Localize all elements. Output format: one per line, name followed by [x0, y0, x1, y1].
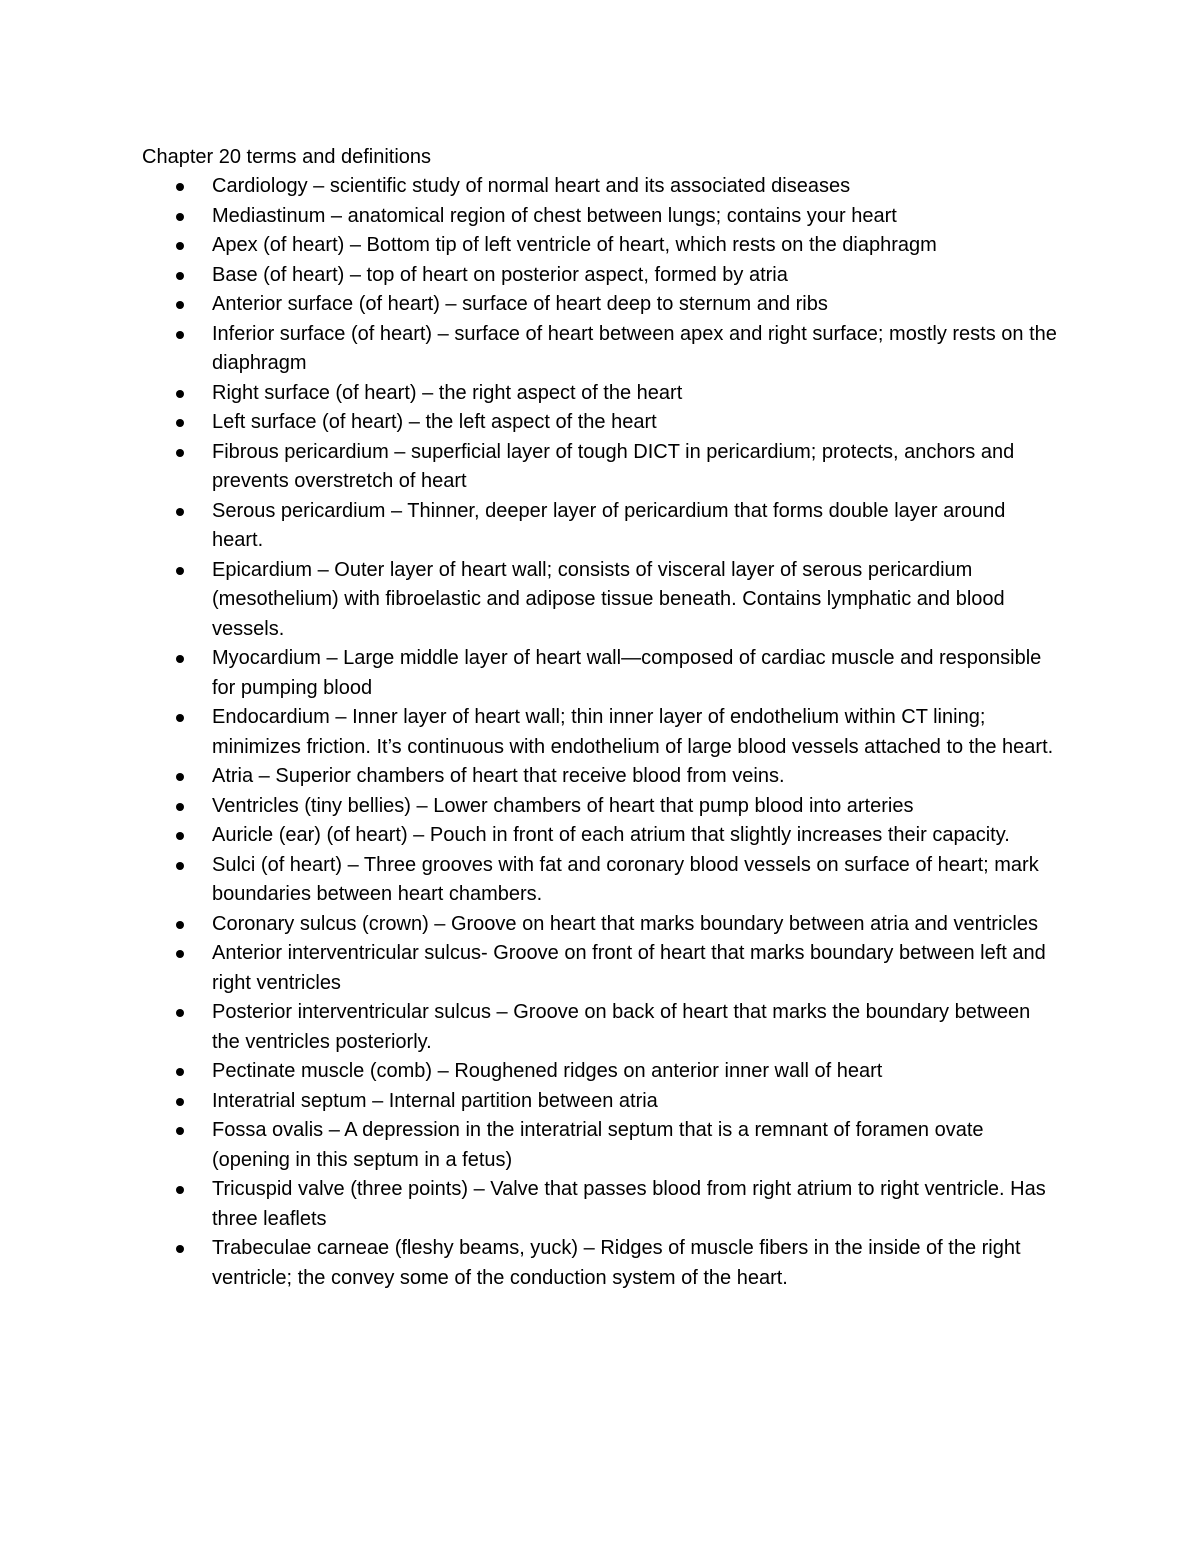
- document-title: Chapter 20 terms and definitions: [142, 146, 432, 168]
- bullet-icon: [176, 803, 184, 811]
- bullet-icon: [176, 1068, 184, 1076]
- bullet-icon: [176, 183, 184, 191]
- list-item-text: Tricuspid valve (three points) – Valve that passes blood from right atrium to right ventricle. Has three leaflets: [212, 1178, 1046, 1230]
- bullet-icon: [176, 832, 184, 840]
- list-item: [142, 851, 1062, 910]
- list-item: [142, 320, 1062, 379]
- bullet-icon: [176, 449, 184, 457]
- list-item: [142, 172, 1062, 202]
- bullet-icon: [176, 950, 184, 958]
- list-item-text: Ventricles (tiny bellies) – Lower chambers of heart that pump blood into arteries: [212, 794, 914, 817]
- list-item: [142, 703, 1062, 762]
- list-item-text: Myocardium – Large middle layer of heart wall—composed of cardiac muscle and responsible for pumping blood: [212, 647, 1042, 699]
- bullet-icon: [176, 1009, 184, 1017]
- bullet-icon: [176, 419, 184, 427]
- bullet-icon: [176, 862, 184, 870]
- bullet-icon: [176, 1245, 184, 1253]
- list-item: [142, 1234, 1062, 1293]
- list-item: [142, 1175, 1062, 1234]
- list-item-text: Anterior interventricular sulcus- Groove on front of heart that marks boundary between left and right ventricles: [212, 942, 1046, 994]
- list-item: [142, 261, 1062, 291]
- list-item-text: Serous pericardium – Thinner, deeper layer of pericardium that forms double layer around heart.: [212, 499, 1006, 551]
- bullet-icon: [176, 213, 184, 221]
- list-item-text: Sulci (of heart) – Three grooves with fat and coronary blood vessels on surface of heart; mark boundaries between heart chambers.: [212, 853, 1039, 905]
- list-item-text: Auricle (ear) (of heart) – Pouch in front of each atrium that slightly increases their capacity.: [212, 824, 1010, 846]
- bullet-icon: [176, 508, 184, 516]
- list-item: [142, 998, 1062, 1057]
- list-item: [142, 438, 1062, 497]
- bullet-icon: [176, 773, 184, 781]
- list-item-text: Anterior surface (of heart) – surface of heart deep to sternum and ribs: [212, 293, 828, 315]
- bullet-icon: [176, 242, 184, 250]
- bullet-icon: [176, 1186, 184, 1194]
- list-item-text: Epicardium – Outer layer of heart wall; consists of visceral layer of serous pericardium (mesothelium) with fibroelastic and adipose tissue beneath. Contains lymphatic and blood vessels.: [212, 558, 1005, 640]
- list-item-text: Endocardium – Inner layer of heart wall; thin inner layer of endothelium within CT lining; minimizes friction. It’s continuous with endothelium of large blood vessels attached to the heart.: [212, 706, 1054, 758]
- list-item-text: Left surface (of heart) – the left aspect of the heart: [212, 411, 657, 433]
- list-item: [142, 379, 1062, 409]
- list-item: [142, 644, 1062, 703]
- list-item: [142, 910, 1062, 940]
- list-item: [142, 1087, 1062, 1117]
- list-item: [142, 556, 1062, 645]
- bullet-icon: [176, 331, 184, 339]
- bullet-icon: [176, 1127, 184, 1135]
- list-item-text: Atria – Superior chambers of heart that receive blood from veins.: [212, 765, 785, 787]
- list-item: [142, 939, 1062, 998]
- list-item: [142, 497, 1062, 556]
- list-item-text: Mediastinum – anatomical region of chest between lungs; contains your heart: [212, 204, 897, 227]
- list-item-text: Interatrial septum – Internal partition between atria: [212, 1089, 658, 1112]
- list-item-text: Trabeculae carneae (fleshy beams, yuck) – Ridges of muscle fibers in the inside of the right ventricle; the convey some of the conduction system of the heart.: [212, 1237, 1021, 1289]
- list-item-text: Pectinate muscle (comb) – Roughened ridges on anterior inner wall of heart: [212, 1060, 883, 1082]
- list-item-text: Right surface (of heart) – the right aspect of the heart: [212, 381, 683, 404]
- bullet-icon: [176, 272, 184, 280]
- list-item: [142, 202, 1062, 232]
- list-item: [142, 408, 1062, 438]
- list-item: [142, 821, 1062, 851]
- list-item-text: Coronary sulcus (crown) – Groove on heart that marks boundary between atria and ventricles: [212, 912, 1038, 935]
- list-item: [142, 1057, 1062, 1087]
- list-item-text: Posterior interventricular sulcus – Groove on back of heart that marks the boundary between the ventricles posteriorly.: [212, 1001, 1031, 1053]
- bullet-icon: [176, 655, 184, 663]
- list-item-text: Fossa ovalis – A depression in the interatrial septum that is a remnant of foramen ovate (opening in this septum in a fetus): [212, 1119, 984, 1171]
- list-item-text: Fibrous pericardium – superficial layer of tough DICT in pericardium; protects, anchors and prevents overstretch of heart: [212, 440, 1015, 492]
- bullet-icon: [176, 921, 184, 929]
- bullet-icon: [176, 714, 184, 722]
- list-item: [142, 792, 1062, 822]
- list-item-text: Apex (of heart) – Bottom tip of left ventricle of heart, which rests on the diaphragm: [212, 234, 937, 256]
- bullet-icon: [176, 1098, 184, 1106]
- list-item-text: Cardiology – scientific study of normal heart and its associated diseases: [212, 175, 851, 197]
- list-item: [142, 231, 1062, 261]
- bullet-icon: [176, 567, 184, 575]
- bullet-icon: [176, 390, 184, 398]
- bullet-icon: [176, 301, 184, 309]
- list-item: [142, 290, 1062, 320]
- list-item-text: Inferior surface (of heart) – surface of heart between apex and right surface; mostly rests on the diaphragm: [212, 322, 1057, 374]
- term-list: [142, 172, 1062, 1293]
- list-item: [142, 762, 1062, 792]
- list-item-text: Base (of heart) – top of heart on posterior aspect, formed by atria: [212, 263, 788, 286]
- list-item: [142, 1116, 1062, 1175]
